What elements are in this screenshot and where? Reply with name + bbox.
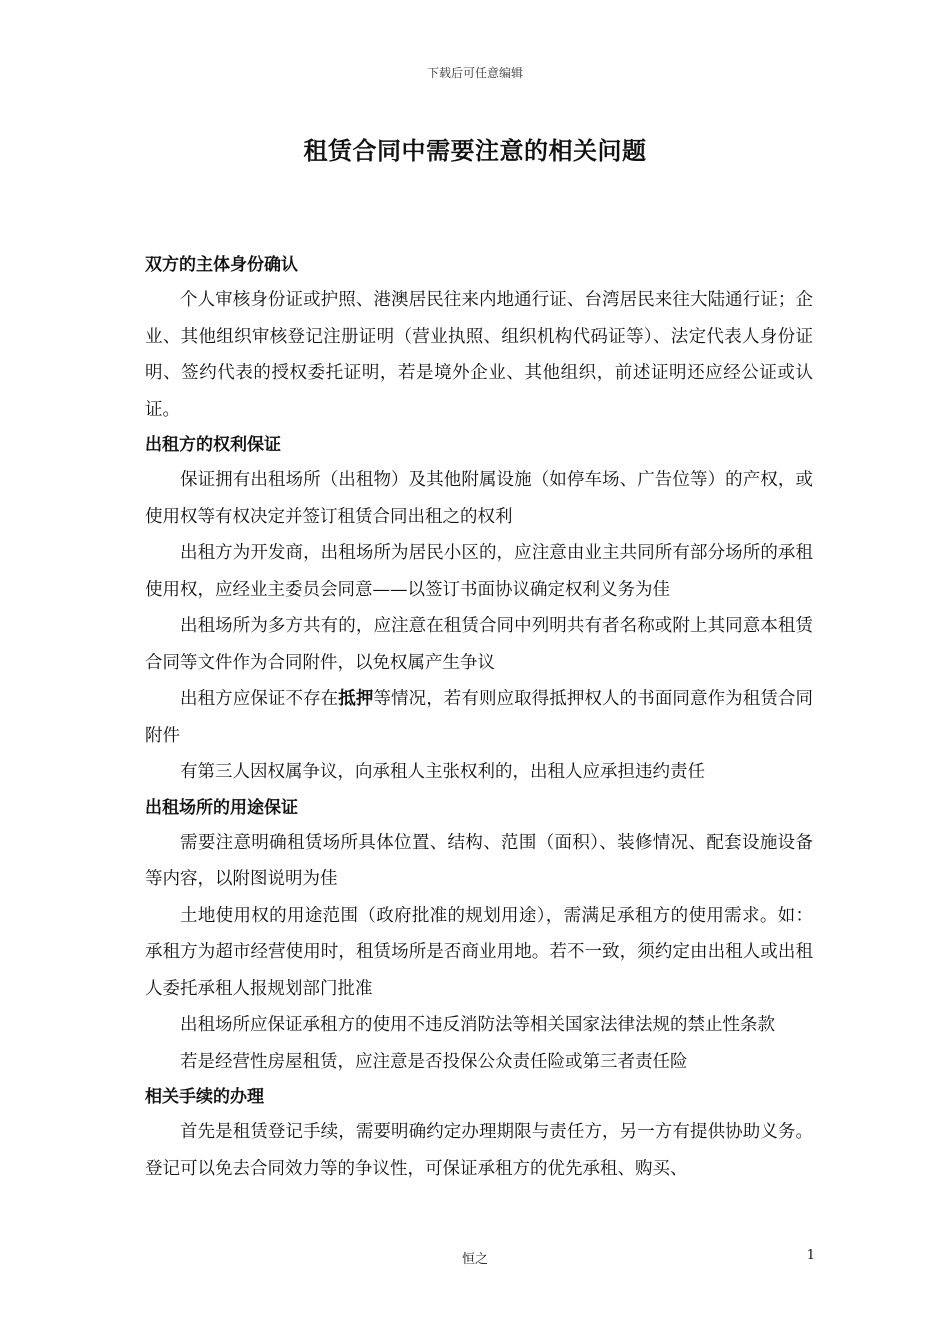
section-heading: 相关手续的办理 xyxy=(145,1087,264,1107)
section-heading: 出租场所的用途保证 xyxy=(145,797,298,818)
paragraph-text: 出租方应保证不存在 xyxy=(180,689,339,709)
header-note: 下载后可任意编辑 xyxy=(426,66,523,80)
paragraph: 出租场所应保证承租方的使用不违反消防法等相关国家法律法规的禁止性条款 xyxy=(180,1015,775,1035)
paragraph: 有第三人因权属争议，向承租人主张权利的，出租人应承担违约责任 xyxy=(180,762,705,782)
document-body xyxy=(145,248,813,1187)
paragraph: 首先是租赁登记手续，需要明确约定办理期限与责任方，另一方有提供协助义务。登记可以免去合同效力等的争议性，可保证承租方的优先承租、购买、 xyxy=(145,1122,813,1179)
paragraph: 出租场所为多方共有的，应注意在租赁合同中列明共有者名称或附上其同意本租赁合同等文件作为合同附件，以免权属产生争议 xyxy=(145,616,813,673)
section-procedures xyxy=(145,1080,813,1187)
document-title: 租赁合同中需要注意的相关问题 xyxy=(303,136,647,165)
section-heading: 出租方的权利保证 xyxy=(145,435,281,455)
section-heading: 双方的主体身份确认 xyxy=(145,255,298,275)
paragraph: 出租方为开发商，出租场所为居民小区的，应注意由业主共同所有部分场所的承租使用权，应经业主委员会同意——以签订书面协议确定权利义务为佳 xyxy=(145,543,813,600)
page-number: 1 xyxy=(806,1248,815,1263)
paragraph: 保证拥有出租场所（出租物）及其他附属设施（如停车场、广告位等）的产权，或使用权等有权决定并签订租赁合同出租之的权利 xyxy=(145,470,813,527)
paragraph: 个人审核身份证或护照、港澳居民往来内地通行证、台湾居民来往大陆通行证；企业、其他组织审核登记注册证明（营业执照、组织机构代码证等）、法定代表人身份证明、签约代表的授权委托证明，若是境外企业、其他组织，前述证明还应经公证或认证。 xyxy=(145,290,813,420)
paragraph: 需要注意明确租赁场所具体位置、结构、范围（面积）、装修情况、配套设施设备等内容，以附图说明为佳 xyxy=(145,832,813,889)
section-identity xyxy=(145,248,813,428)
paragraph: 若是经营性房屋租赁，应注意是否投保公众责任险或第三者责任险 xyxy=(180,1051,688,1072)
paragraph-with-emphasis xyxy=(145,681,813,754)
section-lessor-rights xyxy=(145,428,813,791)
section-premises-use xyxy=(145,791,813,1081)
footer-author: 恒之 xyxy=(461,1252,488,1267)
paragraph-text: 等情况，若有则应取得抵押权人的书面同意作为租赁合同附件 xyxy=(145,689,814,746)
emphasis-text: 抵押 xyxy=(338,689,374,709)
paragraph: 土地使用权的用途范围（政府批准的规划用途），需满足承租方的使用需求。如：承租方为超市经营使用时，租赁场所是否商业用地。若不一致，须约定由出租人或出租人委托承租人报规划部门批准 xyxy=(145,905,813,999)
